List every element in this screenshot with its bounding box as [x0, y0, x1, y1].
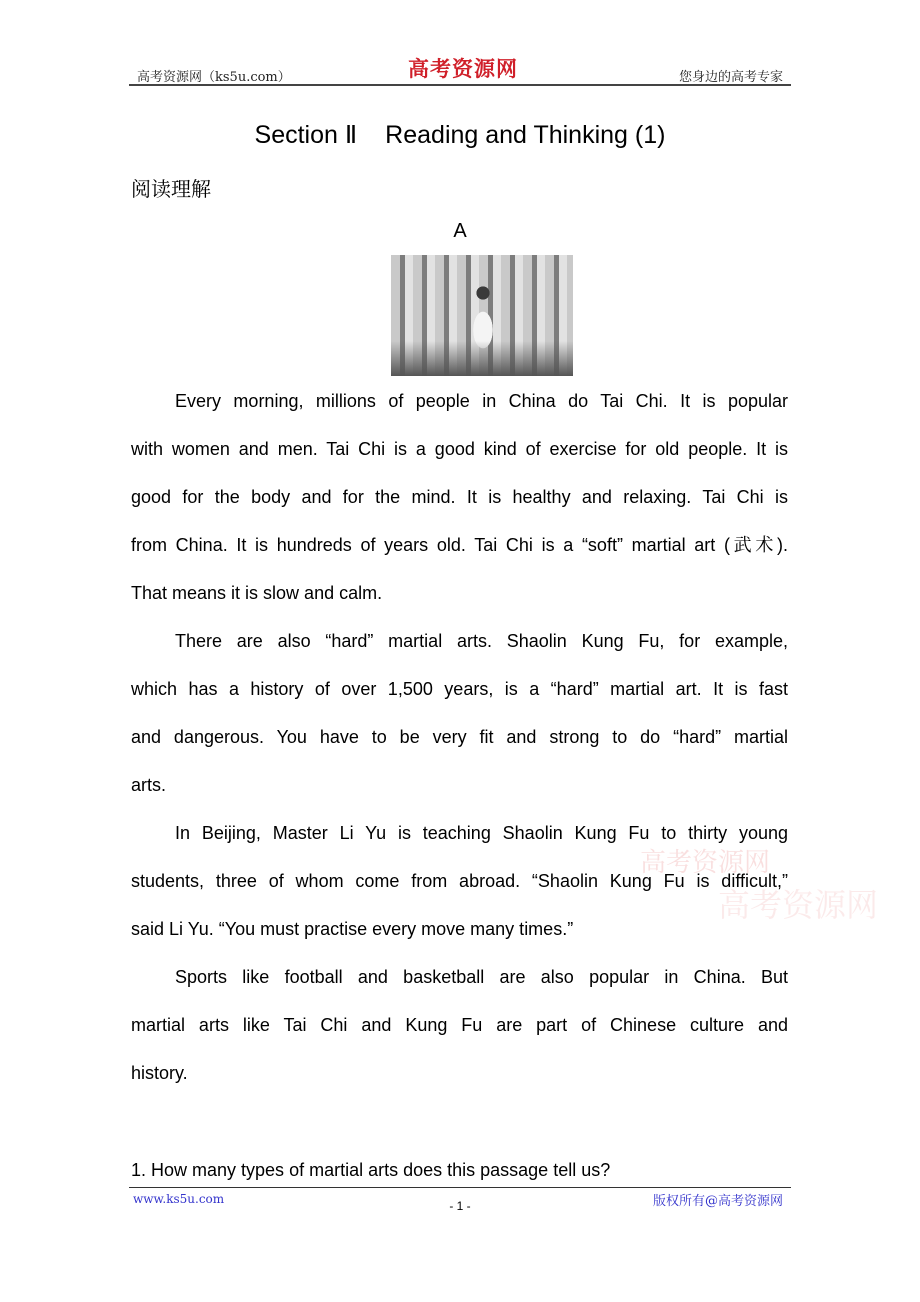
footer-link[interactable]: www.ks5u.com	[133, 1192, 225, 1206]
section-name: Reading and Thinking (1)	[385, 121, 666, 149]
paragraph-line: history.	[131, 1063, 188, 1083]
watermark: 高考资源网	[640, 848, 771, 878]
paragraph-line: That means it is slow and calm.	[131, 583, 383, 603]
footer-divider	[129, 1187, 791, 1188]
paragraph-line: good for the body and for the mind. It is healthy and relaxing. Tai Chi is	[131, 487, 788, 507]
footer-right: 版权所有@高考资源网	[652, 1194, 783, 1209]
header-logo: 高考资源网	[408, 56, 518, 81]
page-title	[0, 120, 920, 150]
paragraph-line: There are also “hard” martial arts. Shaolin Kung Fu, for example,	[175, 631, 788, 651]
header-divider	[129, 84, 791, 86]
paragraph-line: which has a history of over 1,500 years, is a “hard” martial art. It is fast	[131, 679, 788, 699]
paragraph-line: and dangerous. You have to be very fit and strong to do “hard” martial	[131, 727, 788, 747]
watermark: 高考资源网	[718, 886, 879, 924]
paragraph-line: In Beijing, Master Li Yu is teaching Shaolin Kung Fu to thirty young	[175, 823, 788, 843]
paragraph-line: students, three of whom come from abroad. “Shaolin Kung Fu is difficult,”	[131, 871, 788, 891]
passage-label: A	[453, 220, 467, 242]
section-number: Section Ⅱ	[254, 121, 358, 149]
page-number: - 1 -	[449, 1199, 471, 1213]
paragraph-line: said Li Yu. “You must practise every move many times.”	[131, 919, 574, 939]
subtitle: 阅读理解	[131, 179, 211, 201]
paragraph-line: Sports like football and basketball are also popular in China. But	[175, 967, 788, 987]
question-1: 1. How many types of martial arts does this passage tell us?	[131, 1160, 611, 1180]
paragraph-line: martial arts like Tai Chi and Kung Fu are part of Chinese culture and	[131, 1015, 788, 1035]
paragraph-line: Every morning, millions of people in China do Tai Chi. It is popular	[175, 391, 788, 411]
paragraph-line: with women and men. Tai Chi is a good kind of exercise for old people. It is	[131, 439, 788, 459]
header-right: 您身边的高考专家	[678, 70, 783, 85]
tai-chi-photo	[391, 255, 573, 376]
header-left: 高考资源网（ks5u.com）	[137, 70, 291, 85]
paragraph-line: arts.	[131, 775, 167, 795]
paragraph-line: from China. It is hundreds of years old. Tai Chi is a “soft” martial art (武术).	[131, 535, 788, 555]
